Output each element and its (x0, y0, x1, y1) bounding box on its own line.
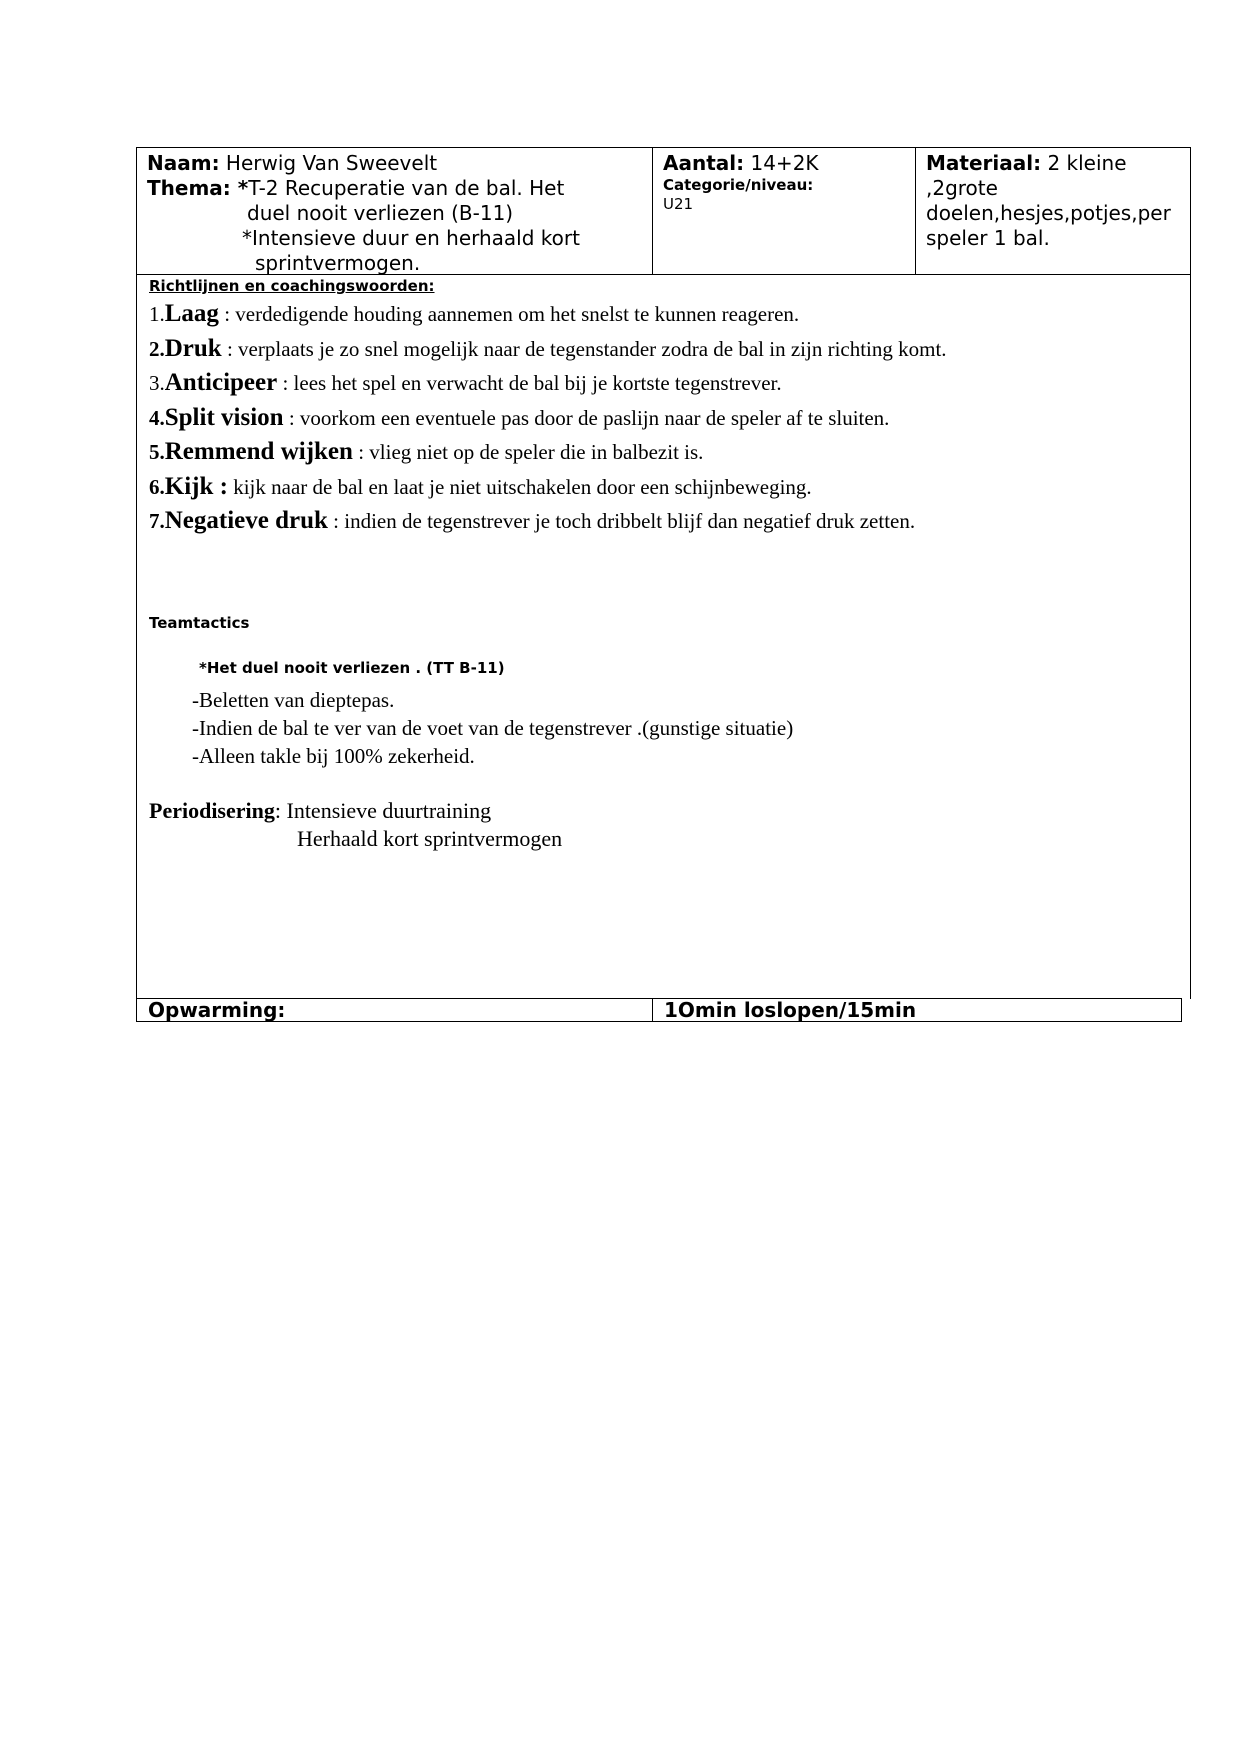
periodisering-block (149, 797, 562, 853)
materiaal-line-2: ,2grote (926, 176, 998, 200)
periodisering-value-1: : Intensieve duurtraining (274, 798, 492, 823)
aantal-label: Aantal: (663, 151, 745, 175)
rule-item (149, 366, 947, 401)
rule-keyword: Split vision (164, 403, 284, 431)
rule-item (149, 332, 947, 367)
teamtactics-item: -Alleen takle bij 100% zekerheid. (192, 744, 475, 768)
opwarming-label: Opwarming: (137, 999, 653, 1021)
opwarming-row (136, 998, 1182, 1022)
rule-number: 7. (149, 509, 165, 533)
richtlijnen-list (149, 297, 947, 539)
opwarming-value: 1Omin loslopen/15min (664, 998, 917, 1022)
teamtactics-subheading: *Het duel nooit verliezen . (TT B-11) (199, 659, 505, 677)
rule-keyword: Laag (164, 300, 219, 327)
naam-value: Herwig Van Sweevelt (219, 151, 438, 175)
categorie-value: U21 (663, 195, 694, 213)
rule-item (149, 435, 947, 470)
teamtactics-heading: Teamtactics (149, 614, 250, 632)
materiaal-line-1 (926, 151, 1180, 176)
rule-text: : voorkom een eventuele pas door de paslijn naar de speler af te sluiten. (283, 405, 890, 430)
aantal-categorie-cell (653, 148, 916, 274)
rule-number: 5. (149, 440, 165, 464)
thema-line-4: sprintvermogen. (255, 251, 421, 275)
rule-keyword: Kijk : (164, 472, 228, 500)
teamtactics-list (192, 686, 793, 770)
rule-item (149, 470, 947, 505)
rule-item (149, 297, 947, 332)
rule-text: : verdedigende houding aannemen om het snelst te kunnen reageren. (218, 302, 800, 326)
naam-line (147, 151, 642, 176)
rule-keyword: Negatieve druk (164, 507, 328, 534)
header-table (136, 147, 1191, 275)
rule-keyword: Druk (164, 334, 222, 362)
rule-keyword: Remmend wijken (164, 438, 353, 465)
rule-number: 3. (149, 371, 165, 395)
teamtactics-item: -Beletten van dieptepas. (192, 688, 395, 712)
rule-text: : vlieg niet op de speler die in balbezit is. (352, 440, 704, 464)
rule-number: 4. (149, 405, 165, 430)
materiaal-line-3: doelen,hesjes,potjes,per (926, 201, 1171, 225)
rule-item (149, 401, 947, 436)
rule-item (149, 504, 947, 539)
rule-number: 1. (149, 302, 165, 326)
naam-label: Naam: (147, 151, 220, 175)
categorie-label: Categorie/niveau: (663, 176, 814, 194)
periodisering-label: Periodisering (149, 798, 275, 823)
thema-line-1 (147, 176, 642, 201)
materiaal-line-4: speler 1 bal. (926, 226, 1050, 250)
naam-thema-cell (137, 148, 653, 274)
materiaal-cell (916, 148, 1190, 274)
thema-line-3: *Intensieve duur en herhaald kort (242, 226, 580, 250)
thema-label: Thema: * (147, 176, 249, 200)
rule-keyword: Anticipeer (164, 369, 278, 396)
rule-text: : verplaats je zo snel mogelijk naar de tegenstander zodra de bal in zijn richting komt. (221, 336, 947, 361)
thema-line-2: duel nooit verliezen (B-11) (247, 201, 514, 225)
periodisering-value-2: Herhaald kort sprintvermogen (297, 826, 563, 851)
materiaal-text-1: 2 kleine (1041, 151, 1127, 175)
richtlijnen-heading: Richtlijnen en coachingswoorden: (149, 277, 435, 295)
periodisering-line-1 (149, 797, 562, 825)
rule-text: : indien de tegenstrever je toch dribbelt blijf dan negatief druk zetten. (327, 509, 916, 533)
teamtactics-item: -Indien de bal te ver van de voet van de tegenstrever .(gunstige situatie) (192, 716, 794, 740)
rule-text: kijk naar de bal en laat je niet uitschakelen door een schijnbeweging. (227, 474, 812, 499)
aantal-value: 14+2K (744, 151, 819, 175)
rule-number: 2. (149, 336, 165, 361)
rule-number: 6. (149, 474, 165, 499)
aantal-line (663, 151, 905, 176)
thema-text-1: T-2 Recuperatie van de bal. Het (248, 176, 565, 200)
rule-text: : lees het spel en verwacht de bal bij je kortste tegenstrever. (277, 371, 782, 395)
materiaal-label: Materiaal: (926, 151, 1042, 175)
body-box (136, 275, 1191, 999)
